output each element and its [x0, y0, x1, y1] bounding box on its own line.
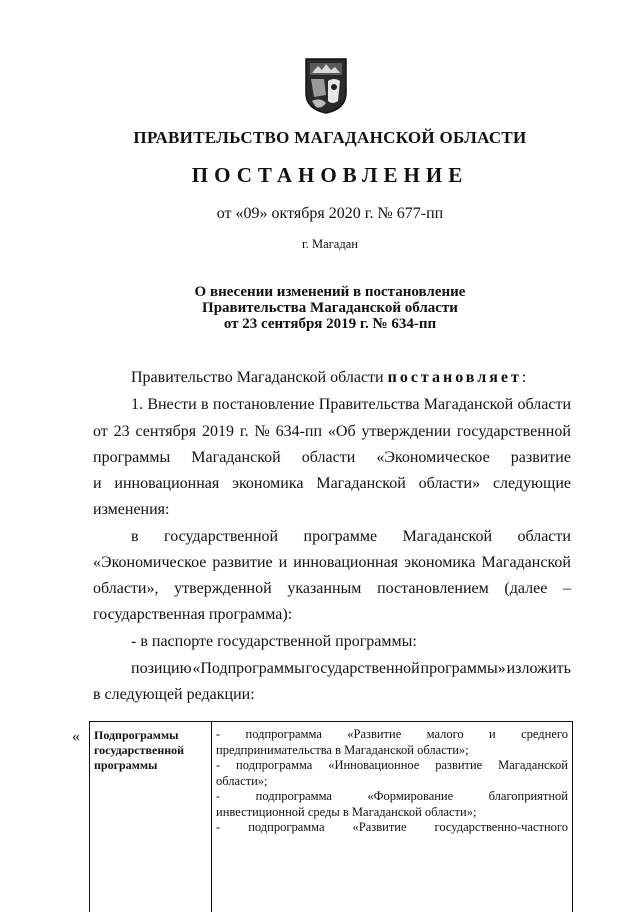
table-row [216, 758, 568, 774]
subject-line: О внесении изменений в постановление [194, 284, 466, 300]
word: 2019 [201, 423, 234, 440]
word: государственной [305, 660, 420, 677]
word: «Развитие [352, 820, 407, 834]
word: подпрограмма [255, 789, 332, 803]
word: подпрограмма [248, 820, 325, 834]
word: изложить [506, 660, 571, 677]
paragraph-line: изменения: [93, 501, 170, 518]
word: указанным [287, 580, 362, 597]
word: малого [426, 727, 464, 741]
word: от [93, 423, 108, 440]
word: № [254, 423, 270, 440]
word: области [517, 528, 571, 545]
paragraph-line [93, 474, 571, 494]
word: Магаданской [481, 554, 571, 571]
word: области [301, 449, 356, 466]
word: - [216, 789, 221, 803]
word: – [562, 580, 571, 597]
label-line: государственной [94, 743, 185, 757]
word: г. [239, 423, 249, 440]
word: постановлением [377, 580, 489, 597]
intro-spaced-verb: постановляет [387, 369, 522, 386]
word: «Экономическое [93, 554, 207, 571]
word: развитие [212, 554, 273, 571]
word: утверждении [361, 423, 451, 440]
word: постановление [212, 396, 315, 413]
coat-of-arms-icon [304, 57, 348, 115]
word: среднего [521, 727, 568, 741]
word: - [216, 758, 221, 772]
intro-line [131, 368, 526, 388]
word: Магаданской [316, 475, 406, 492]
word: подпрограмма [236, 758, 313, 772]
organization-title: ПРАВИТЕЛЬСТВО МАГАДАНСКОЙ ОБЛАСТИ [133, 128, 527, 147]
word: утвержденной [174, 580, 272, 597]
word: развитие [510, 449, 571, 466]
word: Магаданской [191, 449, 281, 466]
word: программы [93, 449, 171, 466]
label-line: Подпрограммы [94, 728, 179, 742]
word: «Экономическое [376, 449, 490, 466]
document-city: г. Магадан [302, 237, 358, 251]
word: предпринимательства в Магаданской области»; [216, 742, 469, 757]
document-date-number: от «09» октября 2020 г. № 677-пп [216, 205, 444, 222]
paragraph-line [131, 527, 571, 547]
subject-line: от 23 сентября 2019 г. № 634-пп [223, 316, 437, 332]
word: государственно-частного [434, 820, 568, 834]
table-label-cell [94, 728, 206, 773]
word: (далее [504, 580, 548, 597]
word: и [278, 554, 288, 571]
word: 23 [113, 423, 130, 440]
opening-quote: « [72, 728, 80, 745]
intro-colon: : [521, 369, 527, 386]
subprograms-table [89, 721, 573, 912]
word: 1. [131, 396, 143, 413]
table-column-divider [211, 722, 212, 912]
intro-text: Правительство Магаданской области [131, 369, 388, 386]
table-row [216, 805, 568, 821]
paragraph-line: государственная программа): [93, 606, 293, 623]
word: благоприятной [488, 789, 568, 803]
word: области»; [216, 773, 268, 788]
word: - [216, 820, 221, 834]
word: инвестиционной среды в Магаданской области»; [216, 804, 477, 819]
word: Правительства [318, 396, 420, 413]
word: Магаданской [423, 396, 514, 413]
word: государственной [164, 528, 279, 545]
word: программы» [420, 660, 506, 677]
paragraph-line [93, 422, 571, 442]
word: инновационная [114, 475, 220, 492]
table-value-cell [216, 727, 568, 836]
document-subject [60, 284, 600, 332]
word: экономика [232, 475, 304, 492]
word: - [216, 727, 221, 741]
table-row [216, 743, 568, 759]
paragraph-line [93, 579, 571, 599]
paragraph-line: - в паспорте государственной программы: [131, 633, 417, 650]
word: 634-пп [275, 423, 323, 440]
table-row [216, 789, 568, 805]
word: экономика [404, 554, 476, 571]
word: области» [418, 475, 481, 492]
word: подпрограмма [245, 727, 322, 741]
word: Магаданской [498, 758, 568, 772]
paragraph-line [131, 659, 571, 679]
word: следующие [492, 475, 571, 492]
word: области», [93, 580, 159, 597]
paragraph-line [93, 448, 571, 468]
table-row [216, 820, 568, 836]
word: и [93, 475, 102, 492]
word: государственной [456, 423, 571, 440]
word: в [131, 528, 139, 545]
table-row [216, 774, 568, 790]
word: «Инновационное [328, 758, 420, 772]
word: сентября [135, 423, 197, 440]
word: развитие [435, 758, 483, 772]
label-line: программы [94, 758, 158, 772]
word: Внести [147, 396, 197, 413]
word: позицию [131, 660, 192, 677]
paragraph-line [131, 395, 571, 415]
document-type: ПОСТАНОВЛЕНИЕ [191, 163, 469, 187]
word: «Развитие [347, 727, 402, 741]
word: инновационная [293, 554, 399, 571]
paragraph-line [93, 553, 571, 573]
table-row [216, 727, 568, 743]
subject-line: Правительства Магаданской области [202, 300, 458, 316]
paragraph-line: в следующей редакции: [93, 686, 255, 703]
word: «Подпрограммы [192, 660, 305, 677]
word: программе [303, 528, 378, 545]
word: «Об [327, 423, 356, 440]
word: и [489, 727, 496, 741]
word: области [517, 396, 571, 413]
word: Магаданской [402, 528, 492, 545]
word: «Формирование [367, 789, 454, 803]
word: в [201, 396, 209, 413]
